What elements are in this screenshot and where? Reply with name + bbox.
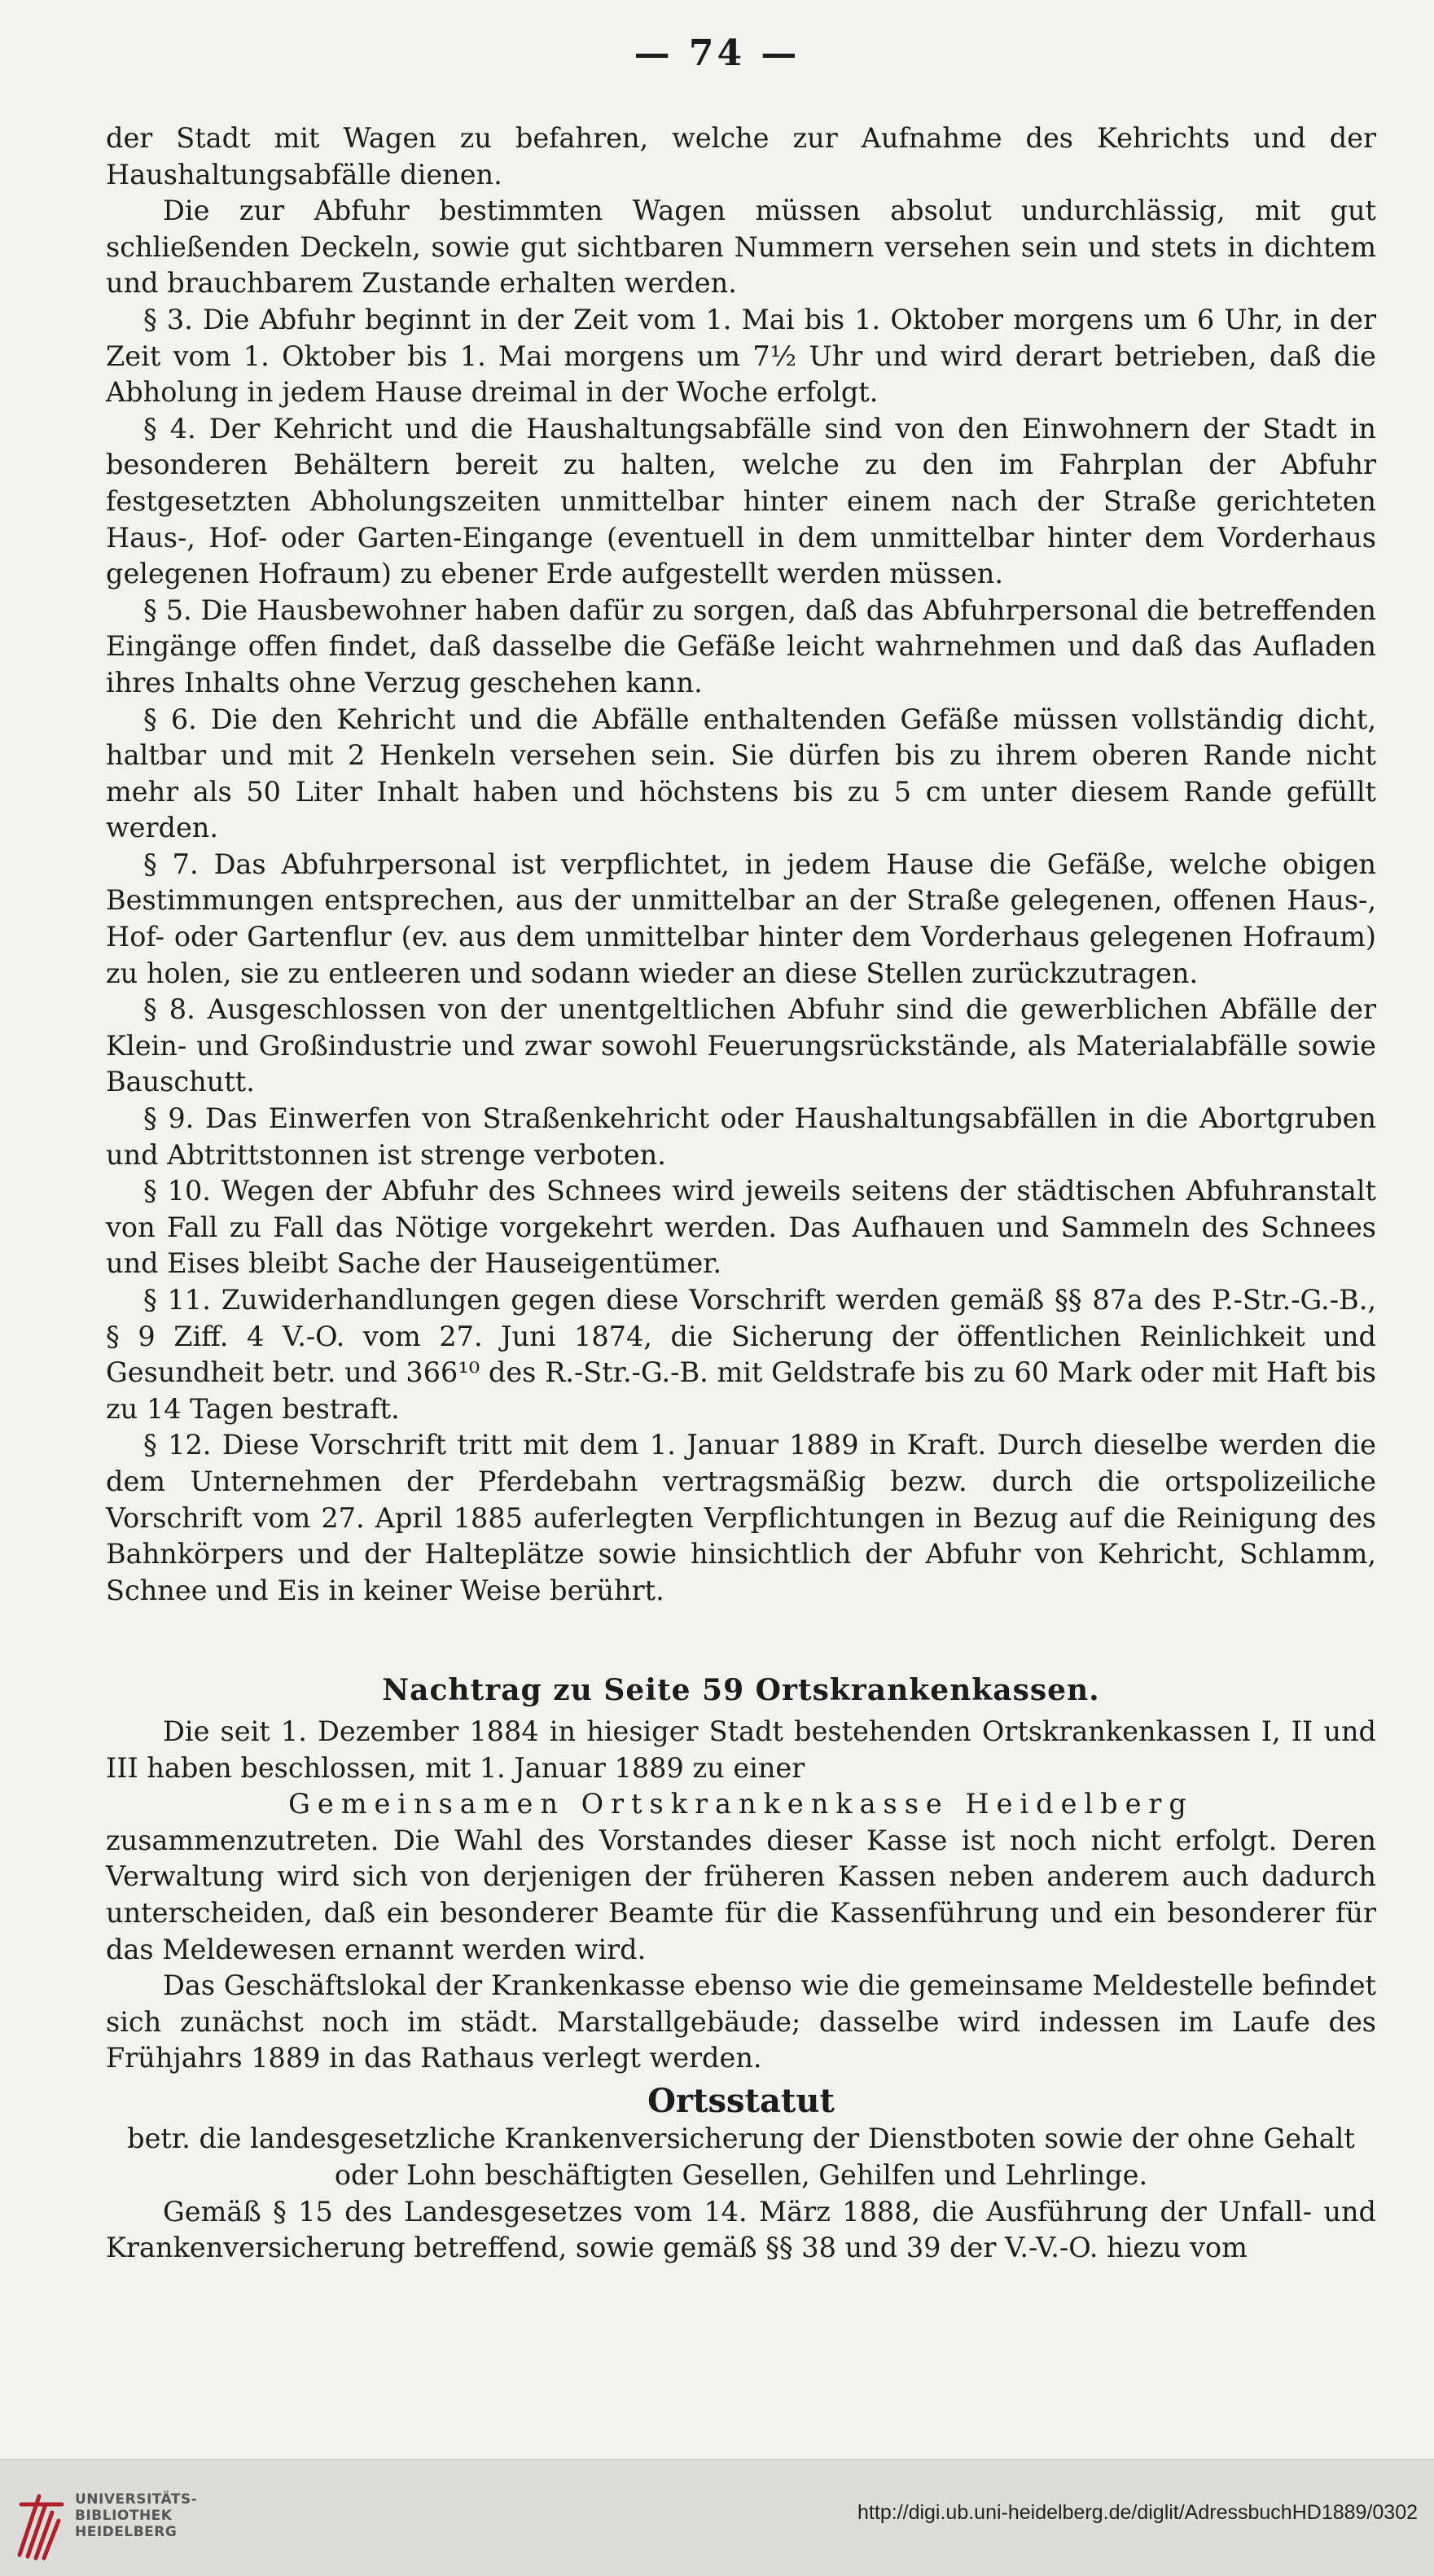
paragraph-section-6: § 6. Die den Kehricht und die Abfälle enthaltenden Gefäße müssen vollständig dicht, haltbar und mit 2 Henkeln versehen sein. Sie dürfen bis zu ihrem oberen Rande nicht mehr als 50 Liter Inhalt haben und höchstens bis zu 5 cm unter diesem Rande gefüllt werden.: [106, 703, 1376, 844]
library-name: [75, 2491, 197, 2540]
page-number: — 74 —: [634, 33, 800, 74]
library-name-line-1: UNIVERSITÄTS-: [75, 2491, 198, 2508]
paragraph-section-11: § 11. Zuwiderhandlungen gegen diese Vorschrift werden gemäß §§ 87a des P.-Str.-G.-B., § 9 Ziff. 4 V.-O. vom 27. Juni 1874, die Sicherung der öffentlichen Reinlichkeit und Gesundheit betr. und 366¹⁰ des R.-Str.-G.-B. mit Geldstrafe bis zu 60 Mark oder mit Haft bis zu 14 Tagen bestraft.: [106, 1284, 1376, 1425]
paragraph-section-7: § 7. Das Abfuhrpersonal ist verpflichtet, in jedem Hause die Gefäße, welche obigen Bestimmungen entsprechen, aus der unmittelbar an der Straße gelegenen, offenen Haus-, Hof- oder Gartenflur (ev. aus dem unmittelbar hinter dem Vorderhaus gelegenen Hofraum) zu holen, sie zu entleeren und sodann wieder an diese Stellen zurückzutragen.: [106, 848, 1376, 989]
paragraph-wagen: Die zur Abfuhr bestimmten Wagen müssen absolut undurchlässig, mit gut schließenden Deckeln, sowie gut sichtbaren Nummern versehen sein und stets in dichtem und brauchbarem Zustande erhalten werden.: [106, 195, 1376, 300]
paragraph-section-9: § 9. Das Einwerfen von Straßenkehricht oder Haushaltungsabfällen in die Abortgruben und Abtrittstonnen ist strenge verboten.: [106, 1102, 1376, 1171]
kasse-name: Gemeinsamen Ortskrankenkasse Heidelberg: [288, 1788, 1194, 1820]
nachtrag-paragraph-2: Das Geschäftslokal der Krankenkasse ebenso wie die gemeinsame Meldestelle befindet sich zunächst noch im städt. Marstallgebäude; dasselbe wird indessen im Laufe des Frühjahrs 1889 in das Rathaus verlegt werden.: [106, 1969, 1376, 2074]
paragraph-section-10: § 10. Wegen der Abfuhr des Schnees wird jeweils seitens der städtischen Abfuhranstalt von Fall zu Fall das Nötige vorgekehrt werden. Das Aufhauen und Sammeln des Schnees und Eises bleibt Sache der Hauseigentümer.: [106, 1175, 1376, 1280]
viewer-footer: [0, 2459, 1434, 2576]
library-name-line-2: BIBLIOTHEK: [75, 2508, 173, 2524]
ortsstatut-text: Gemäß § 15 des Landesgesetzes vom 14. März 1888, die Ausführung der Unfall- und Krankenversicherung betreffend, sowie gemäß §§ 38 und 39 der V.-V.-O. hiezu vom: [106, 2195, 1376, 2264]
library-name-line-3: HEIDELBERG: [75, 2524, 178, 2540]
paragraph-section-3: § 3. Die Abfuhr beginnt in der Zeit vom 1. Mai bis 1. Oktober morgens um 6 Uhr, in der Zeit vom 1. Oktober bis 1. Mai morgens um 7½ Uhr und wird derart betrieben, daß die Abholung in jedem Hause dreimal in der Woche erfolgt.: [106, 303, 1376, 409]
paragraph-continuation: der Stadt mit Wagen zu befahren, welche zur Aufnahme des Kehrichts und der Haushaltungsabfälle dienen.: [106, 122, 1376, 191]
paragraph-section-12: § 12. Diese Vorschrift tritt mit dem 1. Januar 1889 in Kraft. Durch dieselbe werden die dem Unternehmen der Pferdebahn vertragsmäßig bezw. durch die ortspolizeiliche Vorschrift vom 27. April 1885 auferlegten Verpflichtungen in Bezug auf die Reinigung des Bahnkörpers und der Halteplätze sowie hinsichtlich der Abfuhr von Kehricht, Schlamm, Schnee und Eis in keiner Weise berührt.: [106, 1429, 1376, 1606]
nachtrag-continuation: zusammenzutreten. Die Wahl des Vorstandes dieser Kasse ist noch nicht erfolgt. Deren Verwaltung wird sich von derjenigen der früheren Kassen neben anderem auch dadurch unterscheiden, daß ein besonderer Beamte für die Kassenführung und ein besonderer für das Meldewesen ernannt werden wird.: [106, 1824, 1376, 1965]
source-url-link[interactable]: http://digi.ub.uni-heidelberg.de/diglit/AdressbuchHD1889/0302: [857, 2501, 1418, 2524]
page-content: [106, 120, 1376, 2267]
nachtrag-intro: Die seit 1. Dezember 1884 in hiesiger Stadt bestehenden Ortskrankenkassen I, II und III haben beschlossen, mit 1. Januar 1889 zu einer: [106, 1715, 1376, 1784]
ortsstatut-heading: Ortsstatut: [647, 2081, 835, 2120]
paragraph-section-4: § 4. Der Kehricht und die Haushaltungsabfälle sind von den Einwohnern der Stadt in besonderen Behältern bereit zu halten, welche zu den im Fahrplan der Abfuhr festgesetzten Abholungszeiten unmittelbar hinter einem nach der Straße gerichteten Haus-, Hof- oder Garten-Eingange (eventuell in dem unmittelbar hinter dem Vorderhaus gelegenen Hofraum) zu ebener Erde aufgestellt werden müssen.: [106, 412, 1376, 590]
paragraph-section-8: § 8. Ausgeschlossen von der unentgeltlichen Abfuhr sind die gewerblichen Abfälle der Klein- und Großindustrie und zwar sowohl Feuerungsrückstände, als Materialabfälle sowie Bauschutt.: [106, 993, 1376, 1098]
nachtrag-heading: Nachtrag zu Seite 59 Ortskrankenkassen.: [382, 1673, 1100, 1708]
ortsstatut-subtitle: betr. die landesgesetzliche Krankenversicherung der Dienstboten sowie der ohne Gehalt oder Lohn beschäftigten Gesellen, Gehilfen und Lehrlinge.: [127, 2123, 1355, 2192]
university-logo-icon: [15, 2480, 67, 2561]
paragraph-section-5: § 5. Die Hausbewohner haben dafür zu sorgen, daß das Abfuhrpersonal die betreffenden Eingänge offen findet, daß dasselbe die Gefäße leicht wahrnehmen und daß das Aufladen ihres Inhalts ohne Verzug geschehen kann.: [106, 594, 1376, 699]
